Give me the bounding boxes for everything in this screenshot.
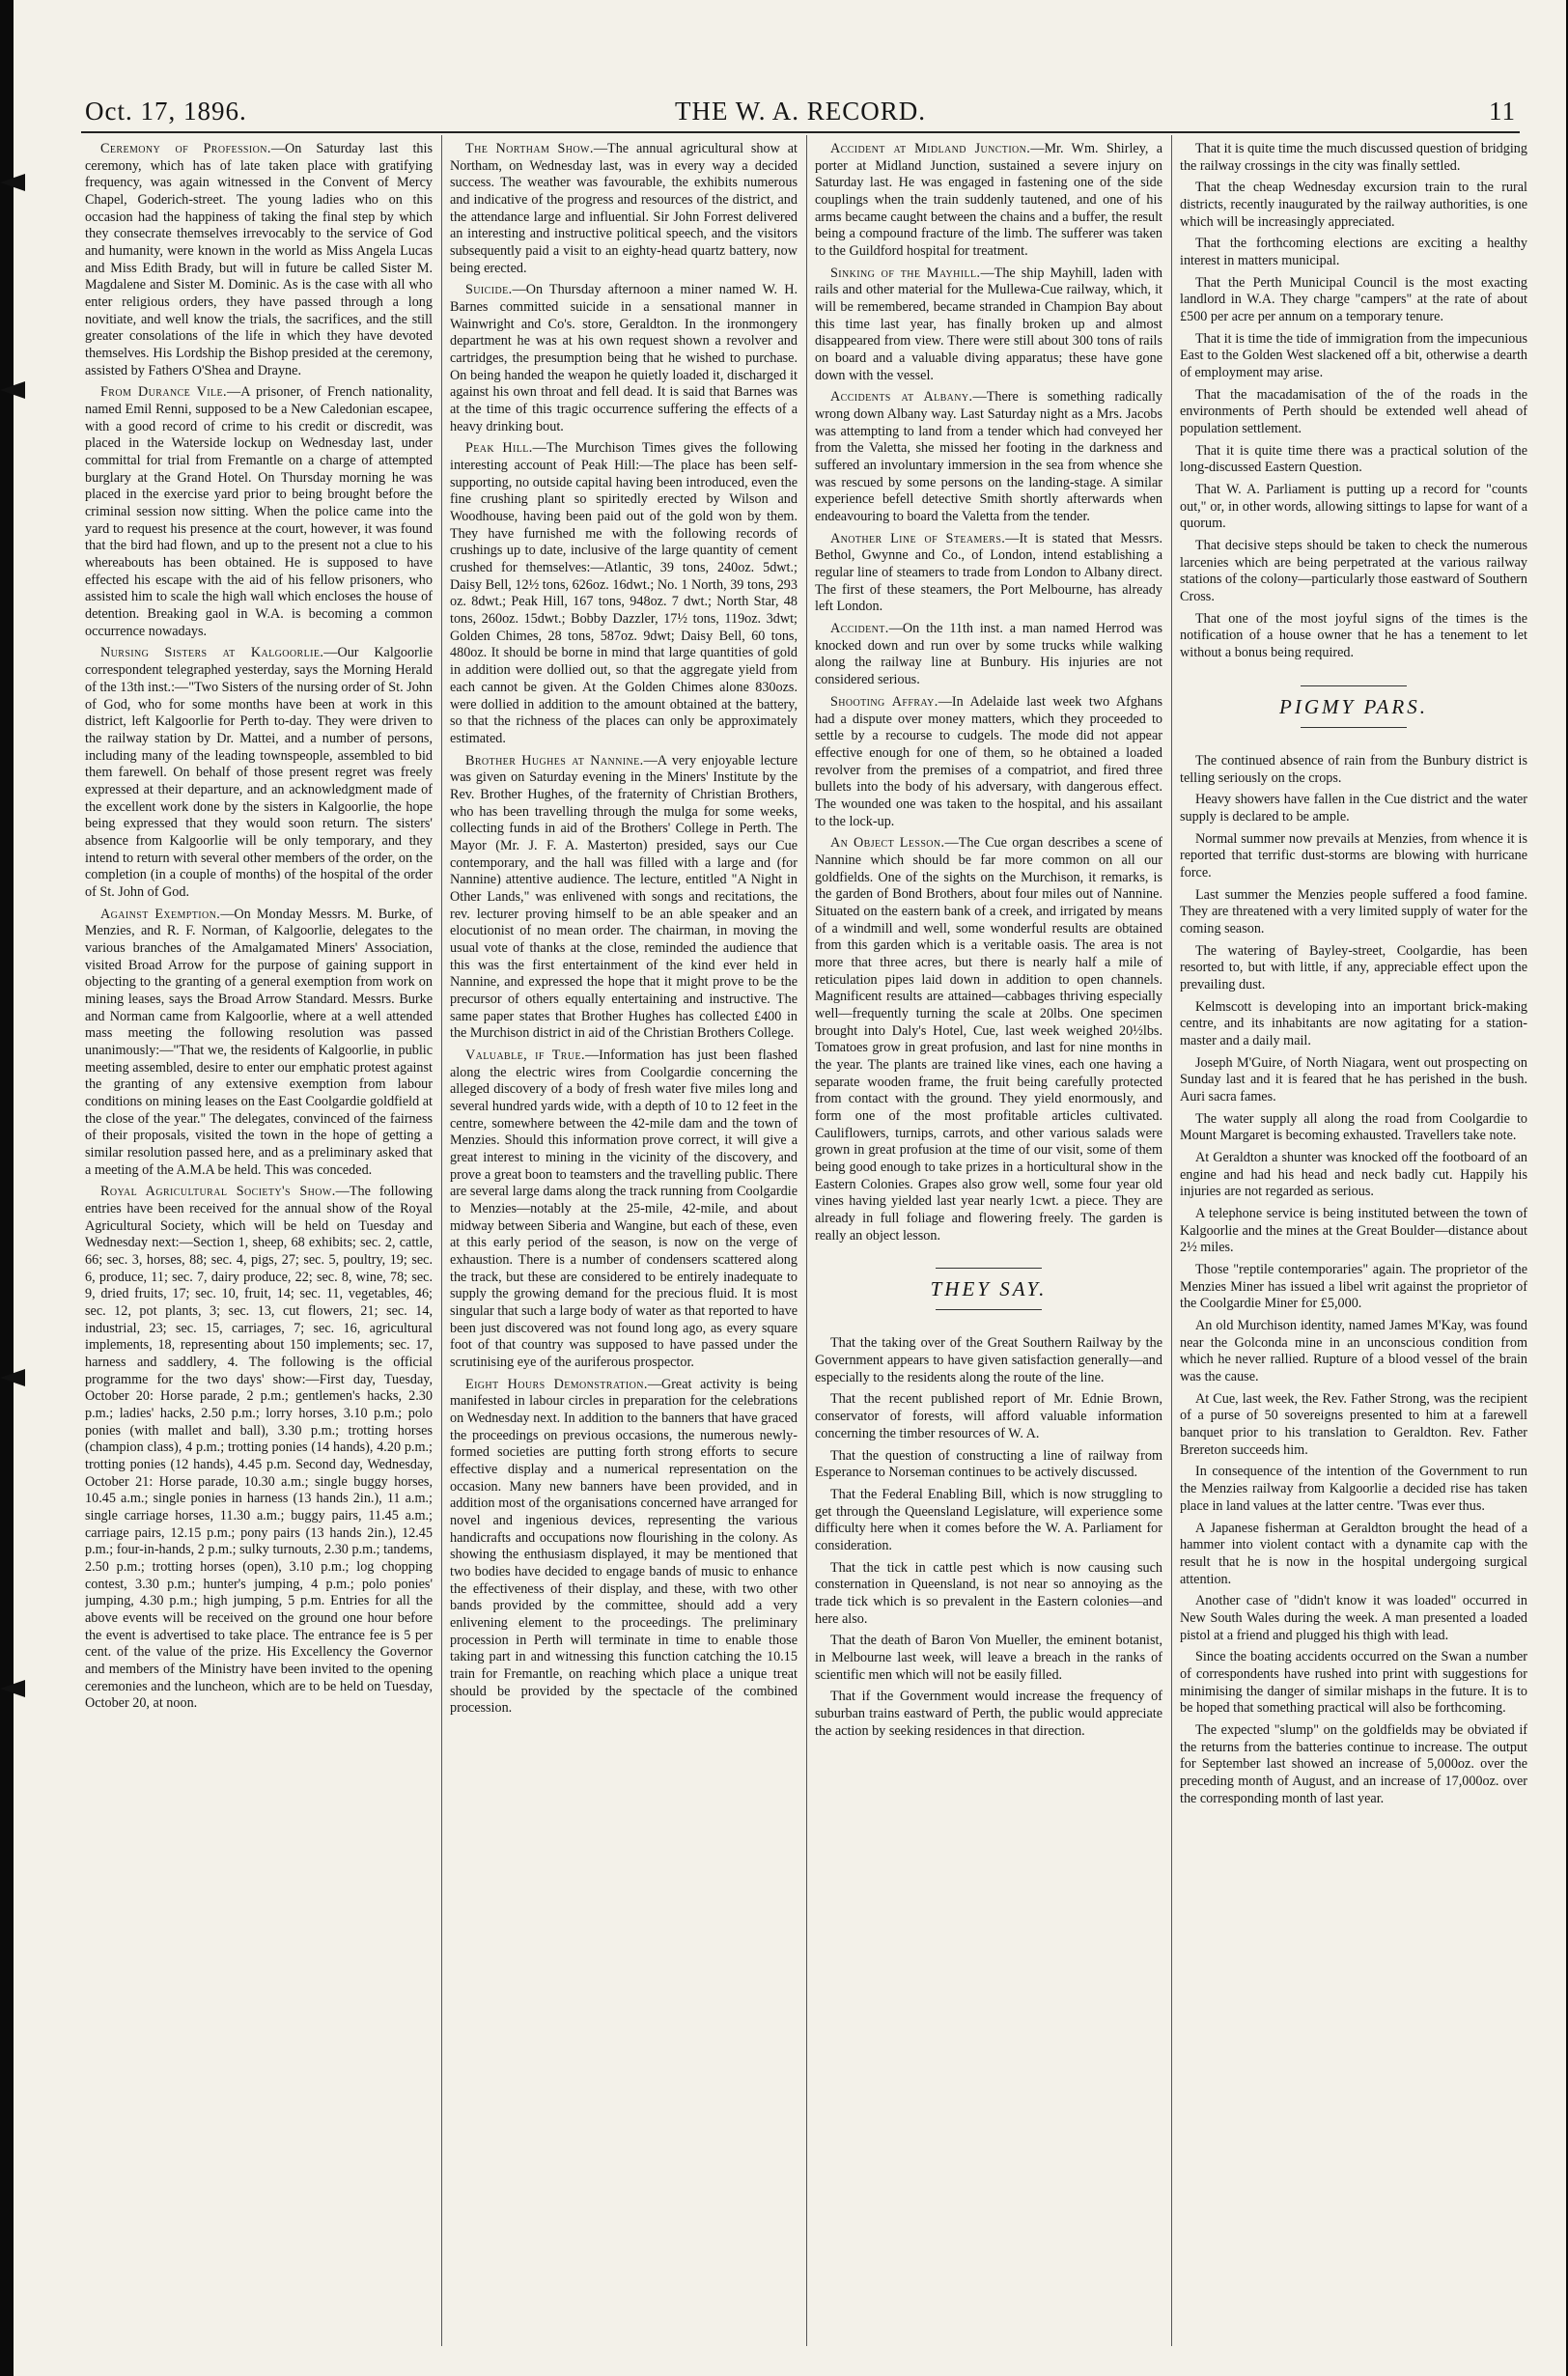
- column-3-articles: [815, 141, 1162, 1244]
- article-text: —In Adelaide last week two Afghans had a dispute over money matters, which they proceeded to settle by a recourse to cudgels. The mode did not appear effective enough for one of them, so he obtained a loaded revolver from the premises of a compatriot, and fired three bullets into the body of his adversary, with dangerous effect. The wounded one was taken to the hospital, and his assailant to the lock-up.: [815, 693, 1162, 829]
- pigmy-par-item: A telephone service is being instituted between the town of Kalgoorlie and the mines at the Great Boulder—distance about 2½ miles.: [1180, 1206, 1527, 1256]
- they-say-item: That the question of constructing a line of railway from Esperance to Norseman continues to be actively discussed.: [815, 1447, 1162, 1481]
- they-say-item: That if the Government would increase the frequency of suburban trains eastward of Perth, the public would appreciate the action by seeking residences in that direction.: [815, 1689, 1162, 1739]
- they-say-item: That it is quite time the much discussed question of bridging the railway crossings in the city was finally settled.: [1180, 141, 1527, 174]
- article-paragraph: [85, 1184, 433, 1713]
- margin-arrow-mark: [0, 381, 25, 399]
- article-text: —The annual agricultural show at Northam, on Wednesday last, was in every way a decided success. The weather was favourable, the exhibits numerous and indicative of the progress and resources of the district, and the attendance large and influential. Sir John Forrest delivered an interesting and instructive political speech, and the visitors subsequently paid a visit to an eighty-head quartz battery, now being erected.: [450, 141, 798, 276]
- they-say-heading: THEY SAY.: [815, 1262, 1162, 1316]
- article-text: —Our Kalgoorlie correspondent telegraphed yesterday, says the Morning Herald of the 13th inst.:—"Two Sisters of the nursing order of St. John of God, who for some months have been at work in this district, left Kalgoorlie for Perth to-day. They were driven to the railway station by Dr. Mattei, and a number of persons, including many of the leading townspeople, assembled to bid them farewell. On behalf of those present regret was freely expressed at their departure, and an acknowledgment made of the excellent work done by the sisters in Kalgoorlie, the hope being expressed that they would soon return. The sisters' absence from Kalgoorlie will be only temporary, and they intend to return with several other members of the order, on the completion (in a couple of months) of the hospital of the order of St. John of God.: [85, 645, 433, 900]
- pigmy-pars-heading: PIGMY PARS.: [1180, 680, 1527, 734]
- article-heading: Royal Agricultural Society's Show.: [100, 1184, 336, 1200]
- pigmy-par-item: Normal summer now prevails at Menzies, from whence it is reported that terrific dust-storms are blowing with hurricane force.: [1180, 830, 1527, 881]
- article-heading: Accidents at Albany.: [830, 389, 973, 405]
- article-heading: Sinking of the Mayhill.: [830, 265, 981, 281]
- article-paragraph: [85, 645, 433, 901]
- they-say-item: That the Perth Municipal Council is the most exacting landlord in W.A. They charge "campers" at the rate of about £500 per acre per annum on a temporary tenure.: [1180, 274, 1527, 325]
- article-text: —On Monday Messrs. M. Burke, of Menzies, and R. F. Norman, of Kalgoorlie, delegates to the various branches of the Amalgamated Miners' Association, visited Broad Arrow for the purpose of gaining support in objecting to the granting of a general exemption from work on mining leases, says the Broad Arrow Standard. Messrs. Burke and Norman came from Kalgoorlie, where at a well attended mass meeting the following resolution was passed unanimously:—"That we, the residents of Kalgoorlie, in public meeting assembled, desire to enter our emphatic protest against the granting of any extensive exemption from labour conditions on mining leases on the East Coolgardie goldfield at the close of the year." The delegates, convinced of the fairness of their proposals, visited the town in the hope of getting a similar resolution passed here, and as a preliminary asked that a meeting of the A.M.A be held. This was conceded.: [85, 906, 433, 1178]
- article-text: —Mr. Wm. Shirley, a porter at Midland Junction, sustained a severe injury on Saturday last. He was engaged in fastening one of the side couplings when the train suddenly tautened, and one of his arms became caught between the chains and a buffer, the result being a compound fracture of the limb. The sufferer was taken to the Guildford hospital for treatment.: [815, 141, 1162, 260]
- pigmy-pars-items: [1180, 753, 1527, 1807]
- article-paragraph: [85, 384, 433, 640]
- column-1: [85, 141, 433, 2344]
- article-heading: Valuable, if True.: [465, 1047, 585, 1063]
- they-say-item: That the forthcoming elections are exciting a healthy interest in matters municipal.: [1180, 236, 1527, 269]
- article-paragraph: [450, 141, 798, 277]
- pigmy-par-item: The water supply all along the road from Coolgardie to Mount Margaret is becoming exhausted. Travellers take note.: [1180, 1110, 1527, 1144]
- article-text: —It is stated that Messrs. Bethol, Gwynne and Co., of London, intend establishing a regular line of steamers to trade from London to Albany direct. The first of these steamers, the Port Melbourne, has already left London.: [815, 530, 1162, 615]
- article-paragraph: [815, 389, 1162, 525]
- they-say-item: That it is time the tide of immigration from the impecunious East to the Golden West slackened off a bit, otherwise a dearth of employment may arise.: [1180, 330, 1527, 381]
- article-paragraph: [815, 621, 1162, 689]
- pigmy-par-item: Those "reptile contemporaries" again. The proprietor of the Menzies Miner has issued a libel writ against the proprietor of the Coolgardie Miner for £5,000.: [1180, 1262, 1527, 1312]
- article-heading: An Object Lesson.: [830, 835, 945, 852]
- article-text: —On the 11th inst. a man named Herrod was knocked down and run over by some trucks while walking along the railway line at Bunbury. His injuries are not considered serious.: [815, 621, 1162, 688]
- column-divider: [441, 135, 442, 2346]
- article-paragraph: [450, 440, 798, 747]
- pigmy-par-item: An old Murchison identity, named James M'Kay, was found near the Golconda mine in an unconscious condition from which he never rallied. Rupture of a blood vessel of the brain was the cause.: [1180, 1318, 1527, 1385]
- column-4: [1180, 141, 1527, 2344]
- they-say-continued: [1180, 141, 1527, 662]
- article-heading: Another Line of Steamers.: [830, 530, 1006, 546]
- article-heading: Against Exemption.: [100, 906, 221, 922]
- they-say-item: That W. A. Parliament is putting up a record for "counts out," or, in other words, allowing sittings to lapse for want of a quorum.: [1180, 482, 1527, 532]
- issue-date: Oct. 17, 1896.: [85, 97, 247, 126]
- pigmy-par-item: The watering of Bayley-street, Coolgardie, has been resorted to, but with little, if any, appreciable effect upon the prevailing dust.: [1180, 942, 1527, 993]
- article-heading: Ceremony of Profession.: [100, 141, 271, 156]
- they-say-item: That the Federal Enabling Bill, which is now struggling to get through the Queensland Legislature, will experience some difficulty here when it comes before the W. A. Parliament for consideration.: [815, 1486, 1162, 1553]
- article-paragraph: [815, 266, 1162, 385]
- header-rule: [81, 131, 1520, 133]
- article-heading: Accident.: [830, 621, 889, 637]
- they-say-item: That it is quite time there was a practical solution of the long-discussed Eastern Question.: [1180, 442, 1527, 476]
- column-2: [450, 141, 798, 2344]
- article-text: —A very enjoyable lecture was given on Saturday evening in the Miners' Institute by the Rev. Brother Hughes, of the fraternity of Christian Brothers, who has been travelling through the mulga for some weeks, collecting funds in aid of the Brothers' College in Perth. The Mayor (Mr. J. F. A. Masterton) presided, says our Cue contemporary, and the hall was filled with a large and (for Nannine) attentive audience. The lecture, entitled "A Night in Other Lands," was enlivened with songs and recitations, the rev. lecturer proving himself to be an able speaker and an elocutionist of no mean order. The chairman, in moving the usual vote of thanks at the close, reminded the audience that this was the first entertainment of the kind ever held in Nannine, and expressed the hope that it might prove to be the precursor of others equally entertaining and instructive. The same paper states that Brother Hughes has collected £400 in the Murchison district in aid of the Christian Brothers College.: [450, 752, 798, 1042]
- article-heading: Accident at Midland Junction.: [830, 141, 1031, 156]
- article-text: —Great activity is being manifested in labour circles in preparation for the celebrations on Wednesday next. In addition to the banners that have graced the proceedings on previous occasions, the numerous newly-formed societies are putting forth strong efforts to secure effective display and a numerical representation on the occasion. Many new banners have been provided, and in addition most of the organisations concerned have arranged for novel and ingenious devices, representing the various handicrafts and occupations now flourishing in the colony. As showing the enthusiasm displayed, it may be mentioned that two bodies have decided to engage bands of music to enhance the effectiveness of their display, and these, with two other bands provided by the committee, should add a very enlivening element to the proceedings. The preliminary procession in Perth will terminate in time to enable those taking part in and witnessing this function catching the 10.15 train for Fremantle, on reaching which place a unique treat should be provided by the spectacle of the combined procession.: [450, 1376, 798, 1717]
- article-heading: The Northam Show.: [465, 141, 594, 156]
- article-heading: Peak Hill.: [465, 440, 533, 457]
- newspaper-title: THE W. A. RECORD.: [674, 97, 927, 126]
- article-text: —A prisoner, of French nationality, named Emil Renni, supposed to be a New Caledonian escapee, with a good record of crime to his credit or discredit, was placed in the Waterside lockup on Wednesday last, under committal for trial from Fremantle on a charge of attempted burglary at the Grand Hotel. On Thursday morning he was placed in the exercise yard prior to being brought before the criminal session now sitting. When the police came into the yard to request his presence at the court, however, it was found that the bird had flown, and up to the present not a clue to his whereabouts has been obtained. He is supposed to have effected his escape with the aid of his fellow prisoners, who assisted him to scale the high wall which encloses the house of detention. Breaking gaol in W.A. is becoming a common occurrence nowadays.: [85, 384, 433, 639]
- they-say-item: That the recent published report of Mr. Ednie Brown, conservator of forests, will afford valuable information concerning the timber resources of W. A.: [815, 1391, 1162, 1441]
- page-number: 11: [1489, 97, 1516, 126]
- pigmy-par-item: A Japanese fisherman at Geraldton brought the head of a hammer into violent contact with a dynamite cap with the result that he is now in the hospital undergoing surgical attention.: [1180, 1520, 1527, 1587]
- article-text: —There is something radically wrong down Albany way. Last Saturday night as a Mrs. Jacobs was attempting to land from a tender which had conveyed her from the Valetta, she missed her footing in the darkness and suffered an involuntary immersion in the sea from whence she was rescued by some persons on the landing-stage. A similar experience befell detective Smith shortly afterwards when endeavouring to board the Valetta from the tender.: [815, 389, 1162, 525]
- pigmy-par-item: At Cue, last week, the Rev. Father Strong, was the recipient of a purse of 50 sovereigns presented to him at a farewell banquet prior to his translation to Geraldton. Rev. Father Brereton succeeds him.: [1180, 1390, 1527, 1458]
- article-text: —The following entries have been received for the annual show of the Royal Agricultural Society, which will be held on Tuesday and Wednesday next:—Section 1, sheep, 68 exhibits; sec. 2, cattle, 66; sec. 3, horses, 88; sec. 4, pigs, 27; sec. 5, poultry, 19; sec. 6, produce, 11; sec. 7, dairy produce, 22; sec. 8, wine, 78; sec. 9, dried fruits, 17; sec. 10, fruit, 14; sec. 11, vegetables, 46; sec. 12, pot plants, 3; sec. 13, cut flowers, 21; sec. 14, industrial, 23; sec. 15, carriages, 7; sec. 16, agricultural implements, 18, representing about 150 implements; sec. 17, harness and saddlery, 4. The following is the official programme for the two days' show:—First day, Tuesday, October 20: Horse parade, 2 p.m.; gentlemen's hacks, 2.30 p.m.; ladies' hacks, 2.50 p.m.; lorry horses, 3.10 p.m.; polo ponies (with mallet and ball), 3.30 p.m.; trotting horses (champion class), 4 p.m.; trotting ponies (14 hands), 4.20 p.m.; trotting ponies (12 hands), 4.45 p.m. Second day, Wednesday, October 21: Horse parade, 10.30 a.m.; single buggy horses, 10.45 a.m.; single ponies in harness (13 hands 2in.), 11 a.m.; single carriage horses, 11.30 a.m.; buggy pairs, 11.45 a.m.; carriage pairs, 12.15 p.m.; pony pairs (13 hands 2in.), 12.45 p.m.; four-in-hands, 2 p.m.; sulky turnouts, 2.30 p.m.; tandems, 2.50 p.m.; trotting horses (open), 3.10 p.m.; log chopping contest, 3.30 p.m.; hunter's jumping, 4 p.m.; polo ponies' jumping, 4.30 p.m.; high jumping, 5 p.m. Entries for all the above events will be received on the ground one hour before the event is advertised to take place. The entrance fee is 5 per cent. of the value of the prize. His Excellency the Governor and members of the Ministry have been invited to the opening ceremonies and the luncheon, which are to be held on Tuesday, October 20, at noon.: [85, 1184, 433, 1712]
- margin-arrow-mark: [0, 174, 25, 191]
- article-heading: Shooting Affray.: [830, 693, 938, 710]
- article-paragraph: [815, 141, 1162, 261]
- pigmy-par-item: Kelmscott is developing into an important brick-making centre, and its inhabitants are now agitating for a station-master and a daily mail.: [1180, 998, 1527, 1049]
- article-heading: Brother Hughes at Nannine.: [465, 752, 644, 769]
- article-heading: From Durance Vile.: [100, 384, 227, 401]
- article-text: —Information has just been flashed along the electric wires from Coolgardie concerning the alleged discovery of a body of fresh water five miles long and several hundred yards wide, with a depth of 10 to 12 feet in the centre, somewhere between the 42-mile dam and the town of Menzies. Should this information prove correct, it will give a great interest to mining in the vicinity of the discovery, and prove a great boon to teamsters and the travelling public. There are several large dams along the track running from Coolgardie to Menzies—notably at the 25-mile, 42-mile, and about midway between Siberia and Wangine, but each of these, even at this early period of the season, is now on the verge of exhaustion. There is a number of condensers scattered along the track, but these are considered to be entirely inadequate to supply the growing demand for the precious fluid. It is most singular that such a large body of water as that reported to have been just discovered was not found long ago, as every square foot of that country was supposed to have passed under the scrutinising eye of the auriferous prospector.: [450, 1047, 798, 1371]
- article-text: —The ship Mayhill, laden with rails and other material for the Mullewa-Cue railway, which, it will be remembered, became stranded in Champion Bay about this time last year, has finally broken up and almost disappeared from view. There were still about 300 tons of rails on board and a valuable diving apparatus; these have gone down with the vessel.: [815, 265, 1162, 383]
- article-paragraph: [85, 907, 433, 1180]
- article-paragraph: [450, 753, 798, 1043]
- article-paragraph: [815, 835, 1162, 1244]
- article-paragraph: [815, 531, 1162, 616]
- newspaper-page: [14, 0, 1566, 2376]
- article-paragraph: [85, 141, 433, 379]
- pigmy-par-item: At Geraldton a shunter was knocked off the footboard of an engine and had his head and neck badly cut. Happily his injuries are not regarded as serious.: [1180, 1150, 1527, 1200]
- column-divider: [1171, 135, 1172, 2346]
- they-say-item: That the death of Baron Von Mueller, the eminent botanist, in Melbourne last week, will leave a breach in the ranks of scientific men which will not be easily filled.: [815, 1633, 1162, 1683]
- pigmy-par-item: Last summer the Menzies people suffered a food famine. They are threatened with a very limited supply of water for the coming season.: [1180, 886, 1527, 936]
- pigmy-par-item: The continued absence of rain from the Bunbury district is telling seriously on the crops.: [1180, 752, 1527, 786]
- they-say-item: That the taking over of the Great Southern Railway by the Government appears to have given satisfaction generally—and especially to the residents along the route of the line.: [815, 1335, 1162, 1385]
- margin-arrow-mark: [0, 1369, 25, 1386]
- article-heading: Nursing Sisters at Kalgoorlie.: [100, 645, 324, 661]
- article-text: —On Saturday last this ceremony, which has of late taken place with gratifying frequency, was again witnessed in the Convent of Mercy Chapel, Goderich-street. The young ladies who on this occasion had the happiness of taking the final step by which they consecrate themselves irrevocably to the service of God and humanity, were known in the world as Miss Angela Lucas and Miss Edith Brady, but will in future be called Sister M. Magdalene and Sister M. Dominic. As is the case with all who enter religious orders, they have passed through a long novitiate, and well know the trials, the sacrifices, and the still greater consolations of the life in which they have devoted themselves. His Lordship the Bishop presided at the ceremony, assisted by Fathers O'Shea and Drayne.: [85, 141, 433, 378]
- article-paragraph: [450, 282, 798, 435]
- they-say-item: That the macadamisation of the of the roads in the environments of Perth should be extended well ahead of population settlement.: [1180, 386, 1527, 437]
- pigmy-par-item: The expected "slump" on the goldfields may be obviated if the returns from the batteries continue to increase. The output for September last showed an increase of 5,000oz. over the preceding month of August, and an increase of 17,000oz. over the corresponding month of last year.: [1180, 1721, 1527, 1806]
- article-heading: Suicide.: [465, 282, 513, 298]
- pigmy-par-item: Heavy showers have fallen in the Cue district and the water supply is declared to be ample.: [1180, 792, 1527, 825]
- page-header: [85, 97, 1516, 135]
- pigmy-par-item: Since the boating accidents occurred on the Swan a number of correspondents have rushed into print with suggestions for minimising the danger of similar mishaps in the future. It is to be hoped that something practical will also be forthcoming.: [1180, 1649, 1527, 1717]
- they-say-item: That the tick in cattle pest which is now causing such consternation in Queensland, is not near so annoying as the trade tick which is so prevalent in the Eastern colonies—and here also.: [815, 1559, 1162, 1627]
- they-say-item: That one of the most joyful signs of the times is the notification of a house owner that he has a tenement to let without a bonus being required.: [1180, 610, 1527, 661]
- article-paragraph: [450, 1048, 798, 1372]
- pigmy-par-item: Joseph M'Guire, of North Niagara, went out prospecting on Sunday last and it is feared that he has perished in the bush. Auri sacra fames.: [1180, 1054, 1527, 1105]
- article-paragraph: [815, 694, 1162, 830]
- article-paragraph: [450, 1377, 798, 1718]
- column-divider: [806, 135, 807, 2346]
- pigmy-par-item: In consequence of the intention of the Government to run the Menzies railway from Kalgoorlie a decided rise has taken place in land values at the latter centre. 'Twas ever thus.: [1180, 1464, 1527, 1514]
- they-say-item: That the cheap Wednesday excursion train to the rural districts, recently inaugurated by the railway authorities, is one which will be increasingly appreciated.: [1180, 180, 1527, 230]
- article-text: —The Murchison Times gives the following interesting account of Peak Hill:—The place has been self-supporting, no outside capital having been introduced, even the fine crushing plant so spiritedly erected by Wilson and Woodhouse, having been paid out of the gold won by them. They have furnished me with the following records of crushings up to date, inclusive of the large quantity of cement crushed for themselves:—Atlantic, 39 tons, 240oz. 5dwt.; Daisy Bell, 12½ tons, 626oz. 16dwt.; No. 1 North, 39 tons, 293 oz. 8dwt.; Peak Hill, 167 tons, 948oz. 7 dwt.; North Star, 48 tons, 260oz. 15dwt.; Bobby Dazzler, 17½ tons, 119oz. 3dwt; Golden Chimes, 28 tons, 587oz. 9dwt; Daisy Bell, 60 tons, 480oz. It should be borne in mind that large quantities of gold in addition were dollied out, so that the aggregate yield from each cannot be given. At the Golden Chimes alone 830ozs. were dollied in addition to the amount obtained at the battery, so that the richness of the places can only be approximately estimated.: [450, 440, 798, 746]
- they-say-items: [815, 1335, 1162, 1740]
- column-3: [815, 141, 1162, 2344]
- pigmy-par-item: Another case of "didn't know it was loaded" occurred in New South Wales during the week. A man presented a loaded pistol at a friend and plugged his thigh with lead.: [1180, 1593, 1527, 1643]
- article-text: —The Cue organ describes a scene of Nannine which should be far more common on all our goldfields. One of the sights on the Murchison, it remarks, is the garden of Bond Brothers, about four miles out of Nannine. Situated on the eastern bank of a creek, and irrigated by means of a windmill and well, some wonderful results are obtained from this garden which is a veritable oasis. The area is not more that three acres, but there is nearly half a mile of reticulation pipes laid down in addition to open channels. Magnificent results are attained—cabbages thriving especially well—frequently turning the scale at 20lbs. One specimen brought into Daly's Hotel, Cue, last week weighed 20½lbs. Tomatoes grow in great profusion, and last for nine months in the year. The plants are trained like vines, each one having a separate wooden frame, the fruit being carefully protected from contact with the ground. They yield enormously, and form one of the most profitable articles cultivated. Cauliflowers, turnips, carrots, and other various salads were grown in great profusion at the time of our visit, some of them being good enough to take prizes in a horticultural show in the Eastern Colonies. Grapes also grow well, some four year old vines having yielded last year nearly 1cwt. a piece. They are already in full foliage and flowering freely. The garden is really an object lesson.: [815, 835, 1162, 1244]
- article-text: —On Thursday afternoon a miner named W. H. Barnes committed suicide in a sensational manner in Wainwright and Co's. store, Geraldton. In the ironmongery department he was at his own request shown a revolver and cartridges, the presumption being that he wished to purchase. On being handed the weapon he quietly loaded it, discharged it against his own throat and fell dead. It is said that Barnes was at the time of this tragic occurrence suffering the effects of a heavy drinking bout.: [450, 282, 798, 434]
- margin-arrow-mark: [0, 1680, 25, 1697]
- they-say-item: That decisive steps should be taken to check the numerous larcenies which are being perpetrated at the various railway stations of the colony—particularly those eastward of Southern Cross.: [1180, 538, 1527, 605]
- article-heading: Eight Hours Demonstration.: [465, 1376, 648, 1392]
